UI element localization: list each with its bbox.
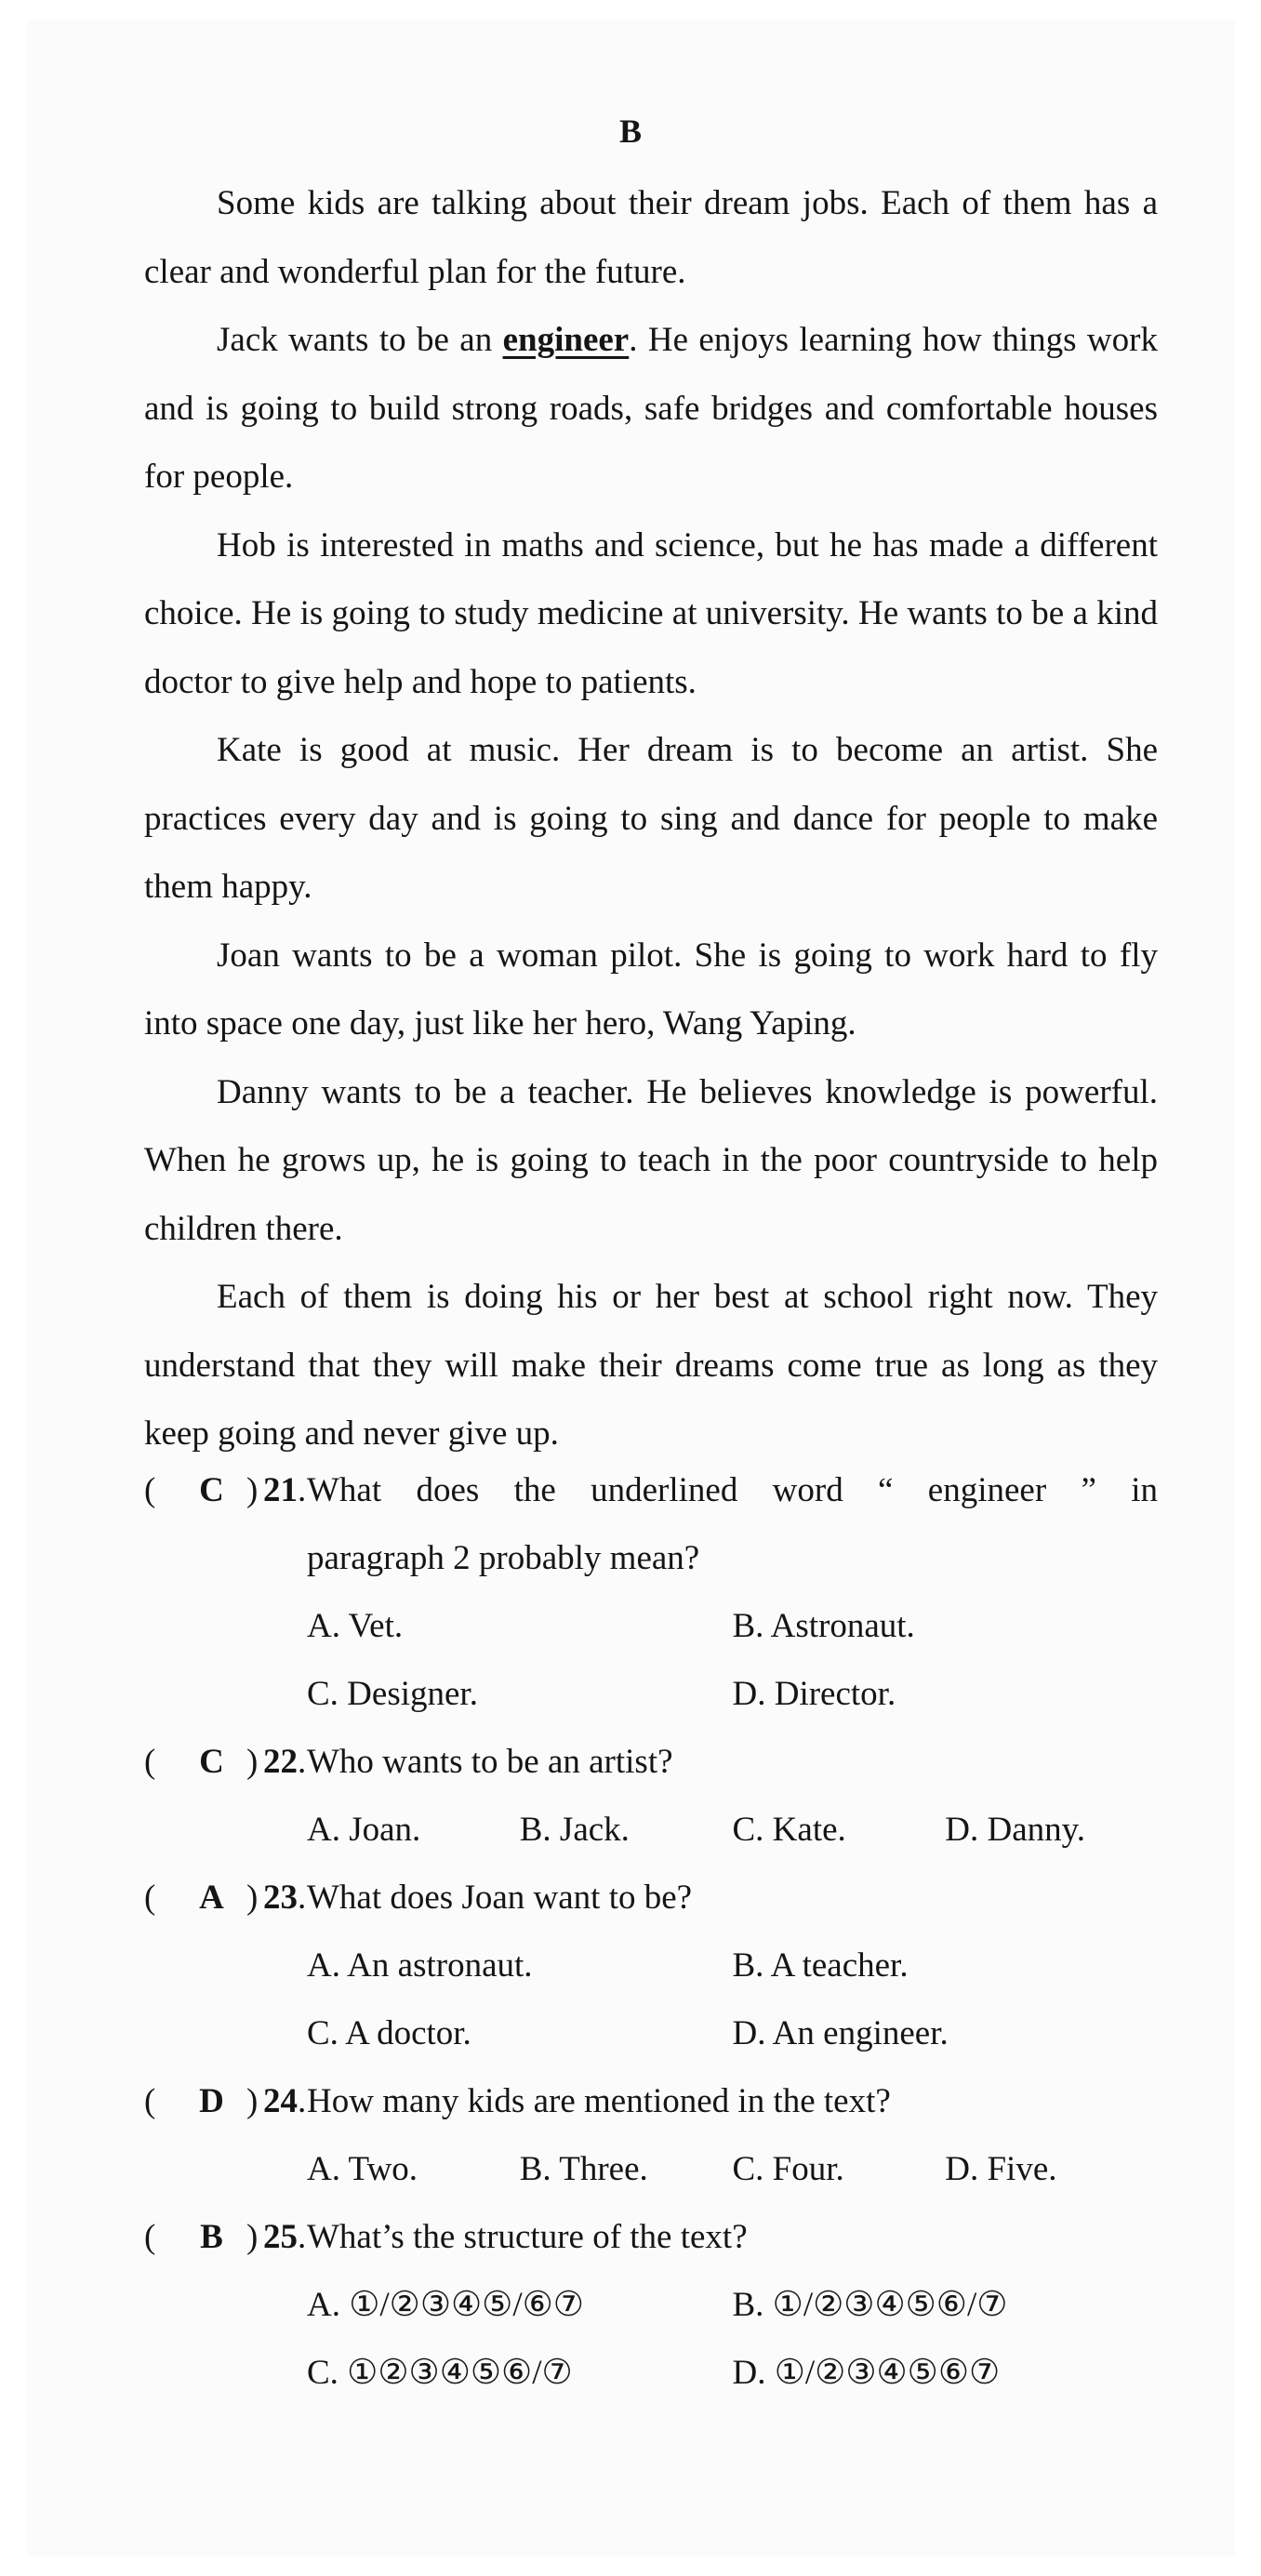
option-b: B. Astronaut. [732,1607,915,1645]
options-row [144,1932,1158,1999]
answer-bracket: ( C ) 21 . [144,1456,307,1524]
question-number: 23 [263,1879,298,1917]
paragraph-2 [144,306,1158,511]
question-list [144,1456,1158,2407]
underlined-word: engineer [502,321,630,359]
answer-bracket: ( B ) 25 . [144,2203,307,2271]
paragraph-7: Each of them is doing his or her best at school right now. They understand that they will make their dreams come true as long as they keep going and never give up. [144,1278,1158,1453]
answer-bracket: ( D ) 24 . [144,2067,307,2135]
question-number: 25 [263,2218,298,2256]
option-a: A. Two. [307,2150,418,2188]
question-number: 24 [263,2082,298,2120]
answer-bracket: ( A ) 23 . [144,1864,307,1932]
paragraph-2-start: Jack wants to be an [217,321,503,359]
question-stem: What does the underlined word “ engineer ” in [307,1471,1158,1509]
answer-letter: A [199,1879,224,1917]
reading-passage [144,169,1158,1468]
option-a: A. An astronaut. [307,1946,533,1985]
option-d: D. An engineer. [732,2014,949,2052]
question-stem: Who wants to be an artist? [307,1743,673,1781]
options-row [144,1796,1158,1864]
option-a: A. Joan. [307,1811,421,1849]
option-d: D. Danny. [945,1811,1085,1849]
options-row [144,2271,1158,2339]
options-row [144,1660,1158,1728]
option-b: B. ①/②③④⑤⑥/⑦ [732,2286,1008,2324]
option-c: C. ①②③④⑤⑥/⑦ [307,2354,573,2392]
section-heading: B [618,113,642,150]
answer-bracket: ( C ) 22 . [144,1728,307,1796]
option-c: C. Designer. [307,1675,478,1713]
question-22 [144,1728,1158,1864]
option-a: A. ①/②③④⑤/⑥⑦ [307,2286,584,2324]
options-row [144,2135,1158,2203]
paragraph-3: Hob is interested in maths and science, but he has made a different choice. He is going to study medicine at university. He wants to be a kind doctor to give help and hope to patients. [144,525,1158,701]
question-stem: What does Joan want to be? [307,1879,693,1917]
question-25 [144,2203,1158,2407]
question-stem: How many kids are mentioned in the text? [307,2082,891,2120]
option-b: B. A teacher. [732,1946,909,1985]
question-stem-continued: paragraph 2 probably mean? [307,1539,700,1577]
answer-letter: C [199,1743,224,1781]
answer-letter: D [199,2082,224,2120]
question-number: 21 [263,1471,298,1509]
options-row [144,2339,1158,2407]
option-b: B. Jack. [519,1811,630,1849]
paragraph-6: Danny wants to be a teacher. He believes knowledge is powerful. When he grows up, he is going to teach in the poor countryside to help children there. [144,1072,1158,1248]
question-21 [144,1456,1158,1728]
option-c: C. Kate. [732,1811,846,1849]
answer-letter: C [199,1471,224,1509]
answer-letter: B [200,2218,223,2256]
paragraph-4: Kate is good at music. Her dream is to become an artist. She practices every day and is going to sing and dance for people to make them happy. [144,731,1158,906]
question-stem: What’s the structure of the text? [307,2218,748,2256]
option-d: D. ①/②③④⑤⑥⑦ [732,2354,1001,2392]
question-24 [144,2067,1158,2203]
paragraph-2-rest: . He enjoys learning how things work and is going to build strong roads, safe bridges and comfortable houses for people. [144,321,1158,496]
option-b: B. Three. [519,2150,648,2188]
options-row [144,1999,1158,2067]
options-row [144,1592,1158,1660]
paragraph-5: Joan wants to be a woman pilot. She is going to work hard to fly into space one day, just like her hero, Wang Yaping. [144,936,1158,1042]
option-c: C. A doctor. [307,2014,471,2052]
question-number: 22 [263,1743,298,1781]
option-c: C. Four. [732,2150,844,2188]
option-d: D. Five. [945,2150,1057,2188]
option-a: A. Vet. [307,1607,404,1645]
question-23 [144,1864,1158,2067]
option-d: D. Director. [732,1675,896,1713]
paragraph-1: Some kids are talking about their dream jobs. Each of them has a clear and wonderful plan for the future. [144,184,1158,291]
